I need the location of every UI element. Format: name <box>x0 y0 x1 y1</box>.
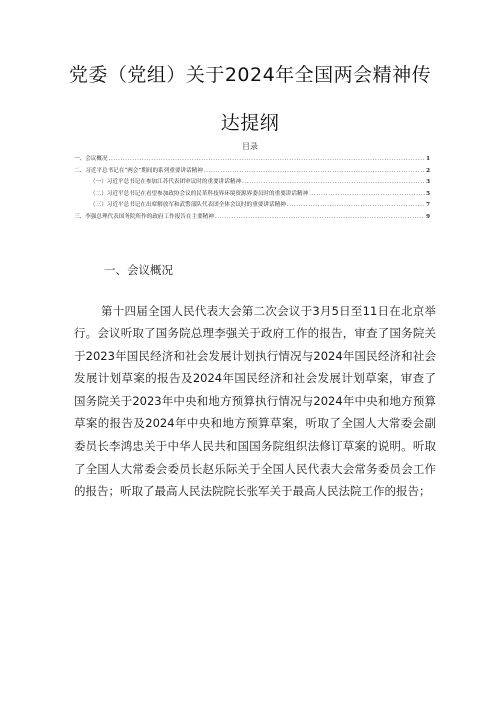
toc-leader-dots <box>309 191 425 197</box>
toc-entry-page: 9 <box>426 213 430 220</box>
toc-entry-text: （一）习近平总书记在参加江苏代表团审议时的重要讲话精神 <box>90 179 242 185</box>
toc-leader-dots <box>287 202 425 208</box>
toc-entry[interactable] <box>74 166 430 178</box>
section-heading: 一、会议概况 <box>104 263 173 277</box>
toc-entry-page: 5 <box>426 190 430 197</box>
toc-entry[interactable] <box>74 212 430 224</box>
toc-subentry[interactable] <box>74 189 430 201</box>
body-paragraph: 第十四届全国人民代表大会第二次会议于3月5日至11日在北京举行。会议听取了国务院总理李强关于政府工作的报告，审查了国务院关于2023年国民经济和社会发展计划执行情况与2024年国民经济和社会发展计划草案的报告及2024年国民经济和社会发展计划草案，审查了国务院关于2023年中央和地方预算执行情况与2024年中央和地方预算草案的报告及2024年中央和地方预算草案，听取了全国人大常委会副委员长李鸿忠关于中华人民共和国国务院组织法修订草案的说明。听取了全国人大常委会委员长赵乐际关于全国人民代表大会常务委员会工作的报告；听取了最高人民法院院长张军关于最高人民法院工作的报告； <box>74 303 436 499</box>
toc-entry-text: （二）习近平总书记在看望参加政协会议的民革科技界环境资源界委员时的重要讲话精神 <box>90 190 309 197</box>
toc-entry-text: 三、李强总理代表国务院所作的政府工作报告在主要精神 <box>74 213 214 220</box>
toc-leader-dots <box>109 156 426 162</box>
toc-entry-text: （三）习近平总书记在出席解放军和武警部队代表团全体会议时的重要讲话精神 <box>90 202 286 208</box>
toc-entry-page: 2 <box>426 167 430 174</box>
toc-leader-dots <box>204 168 425 174</box>
toc-entry-text: 二、习近平总书记在“两会”期间的系列重要讲话精神 <box>74 167 203 174</box>
toc-entry[interactable] <box>74 154 430 166</box>
document-title-line-1: 党委（党组）关于2024年全国两会精神传 <box>68 64 432 86</box>
toc-entry-page: 1 <box>426 156 430 162</box>
toc-entry-page: 3 <box>426 179 430 185</box>
toc-entry-page: 7 <box>426 202 430 208</box>
toc-subentry[interactable] <box>74 200 430 212</box>
toc-leader-dots <box>242 179 425 185</box>
toc-leader-dots <box>215 214 425 220</box>
table-of-contents <box>74 154 430 223</box>
toc-subentry[interactable] <box>74 177 430 189</box>
toc-heading: 目录 <box>242 142 258 151</box>
document-title-line-2: 达提纲 <box>220 112 280 134</box>
toc-entry-text: 一、会议概况 <box>74 156 108 162</box>
